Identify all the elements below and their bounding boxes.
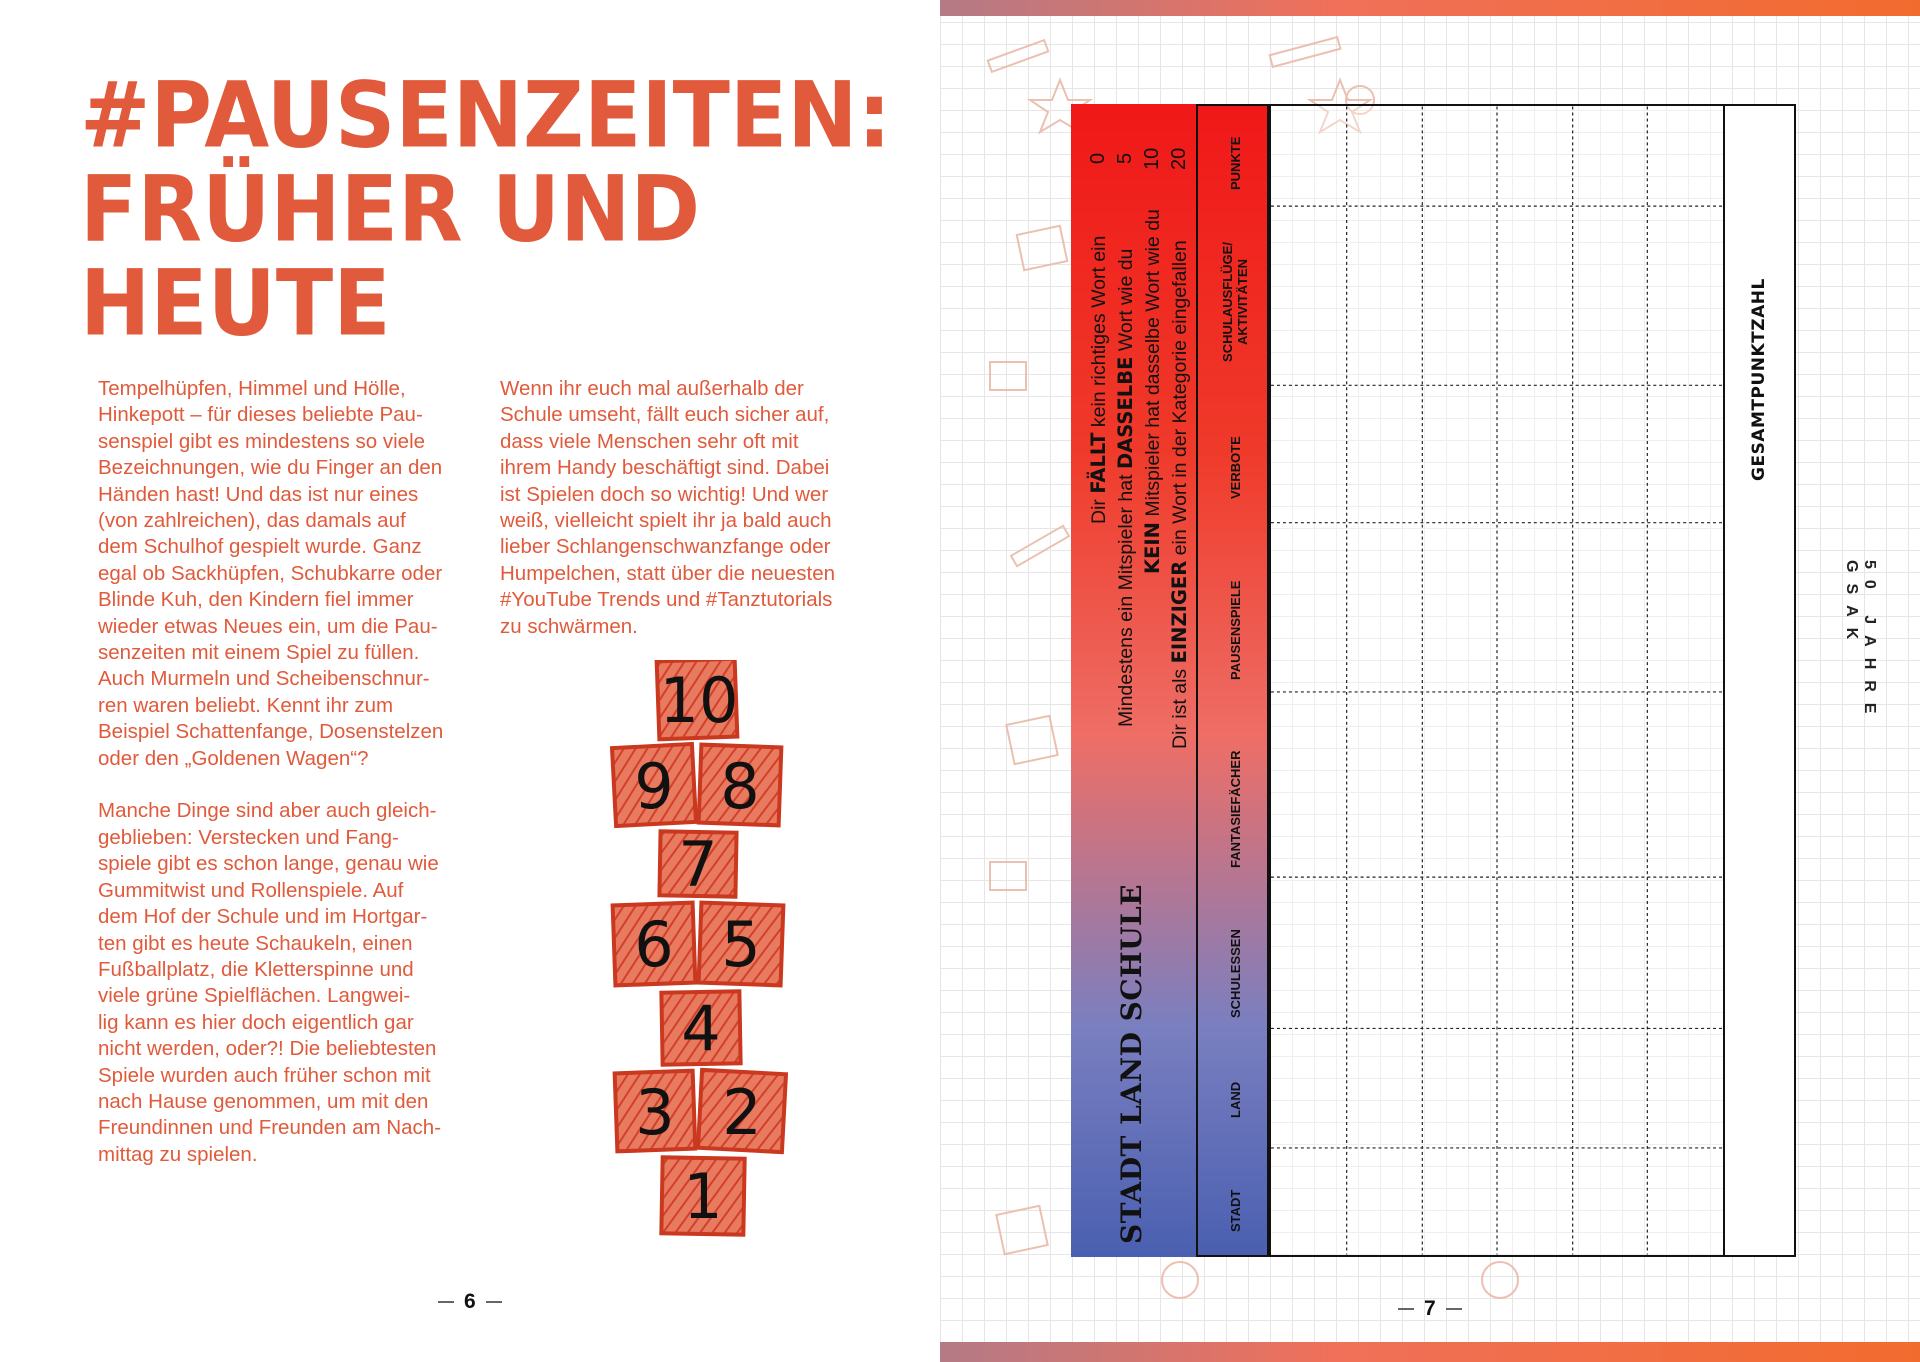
- answer-grid: [1269, 104, 1723, 1257]
- category-label: VERBOTE: [1228, 436, 1243, 499]
- hopscotch-illustration: [600, 660, 810, 1240]
- eraser-icon: [990, 362, 1026, 390]
- hopscotch-number: 1: [683, 1160, 723, 1233]
- rule-points: 20: [1168, 147, 1190, 170]
- hopscotch-number: 6: [634, 908, 674, 981]
- hopscotch-number: 10: [659, 664, 739, 737]
- hopscotch-number: 4: [681, 992, 721, 1065]
- paragraph: Wenn ihr euch mal außerhalb der Schule umseht, fällt euch sicher auf, dass viele Menschen sehr oft mit ihrem Handy beschäftigt sind. Dabei ist Spielen doch so wichtig! Und wer weiß, vielleicht spielt ihr ja bald auch lieber Schlangenschwanzfange oder Humpelchen, statt über die neuesten #YouTube Trends und #Tanztutorials zu schwärmen.: [500, 377, 836, 638]
- category-label: SCHULESSEN: [1228, 929, 1243, 1018]
- hopscotch-number: 9: [634, 750, 674, 823]
- book-icon: [1017, 226, 1068, 270]
- rule-line: Dir ist als EINZIGER ein Wort in der Kategorie eingefallen: [1168, 240, 1191, 749]
- dash-divider: [486, 1301, 502, 1303]
- category-label: PUNKTE: [1228, 136, 1243, 190]
- pencil-icon: [1011, 526, 1069, 566]
- category-label: LAND: [1228, 1081, 1243, 1118]
- rules-band: [1071, 104, 1196, 1257]
- page-number-right: [1398, 1297, 1462, 1321]
- sheet-title: STADT LAND SCHULE: [1115, 883, 1148, 1244]
- title-line: #PAUSENZEITEN:: [80, 62, 892, 168]
- hopscotch-number: 2: [722, 1076, 762, 1149]
- clock-icon: [1482, 1262, 1518, 1298]
- paragraph: Manche Dinge sind aber auch gleich- geblieben: Verstecken und Fang- spiele gibt es schon lange, genau wie Gummitwist und Rollenspiele. Auf dem Hof der Schule und im Hortgar- ten gibt es heute Schaukeln, einen Fußballplatz, die Kletterspinne und viele grüne Spielflächen. Langwei- lig kann es hier doch eigentlich gar nicht werden, oder?! Die beliebtesten Spiele wurden auch früher schon mit nach Hause genommen, um mit den Freundinnen und Freunden am Nach- mittag zu spielen.: [98, 799, 442, 1166]
- page-number: 6: [464, 1290, 476, 1313]
- eraser-icon: [990, 862, 1026, 890]
- category-label: PAUSENSPIELE: [1228, 580, 1243, 680]
- page-number-left: [438, 1290, 502, 1314]
- text-column-1: [98, 376, 478, 1195]
- text-column-2: [500, 376, 880, 666]
- rule-points: 10: [1141, 147, 1163, 170]
- rule-line: KEIN Mitspieler hat dasselbe Wort wie du: [1141, 209, 1164, 574]
- category-label: STADT: [1228, 1189, 1243, 1232]
- left-page: [0, 0, 940, 1362]
- pencil-icon: [988, 40, 1048, 72]
- rule-points: 5: [1114, 152, 1136, 164]
- pencil-icon: [1270, 37, 1341, 67]
- dash-divider: [1398, 1308, 1414, 1310]
- hopscotch-number: 7: [678, 828, 718, 901]
- rule-line: Mindestens ein Mitspieler hat DASSELBE Wort wie du: [1114, 248, 1137, 727]
- dash-divider: [1446, 1308, 1462, 1310]
- book-icon: [1006, 716, 1057, 764]
- title-line: FRÜHER UND: [80, 156, 701, 262]
- page-title: [80, 62, 900, 356]
- dash-divider: [438, 1301, 454, 1303]
- book-icon: [996, 1206, 1047, 1254]
- total-score-label: GESAMTPUNKTZAHL: [1749, 278, 1769, 481]
- rule-line: Dir FÄLLT kein richtiges Wort ein: [1087, 235, 1110, 524]
- paragraph: Tempelhüpfen, Himmel und Hölle, Hinkepott – für dieses beliebte Pau- senspiel gibt es mindestens so viele Bezeichnungen, wie du Finger an den Händen hast! Und das ist nur eines (von zahlreichen), das damals auf dem Schulhof gespielt wurde. Ganz egal ob Sackhüpfen, Schubkarre oder Blinde Kuh, den Kindern fiel immer wieder etwas Neues ein, um die Pau- senzeiten mit einem Spiel zu füllen. Auch Murmeln und Scheibenschnur- ren waren beliebt. Kennt ihr zum Beispiel Schattenfange, Dosenstelzen oder den „Goldenen Wagen“?: [98, 377, 444, 770]
- page-number: 7: [1424, 1297, 1436, 1320]
- total-score-box: [1723, 104, 1796, 1257]
- title-line: HEUTE: [80, 250, 391, 356]
- category-label: SCHULAUSFLÜGE/ AKTIVITÄTEN: [1220, 242, 1250, 362]
- stadt-land-schule-sheet: [1071, 104, 1796, 1257]
- category-label: FANTASIEFÄCHER: [1228, 750, 1243, 868]
- side-caption: 50 JAHRE GSAK: [1843, 560, 1878, 725]
- hopscotch-number: 3: [635, 1076, 675, 1149]
- category-labels-band: [1196, 104, 1269, 1257]
- clock-icon: [1162, 1262, 1198, 1298]
- hopscotch-number: 5: [721, 908, 761, 981]
- rule-points: 0: [1087, 152, 1109, 164]
- hopscotch-number: 8: [720, 750, 760, 823]
